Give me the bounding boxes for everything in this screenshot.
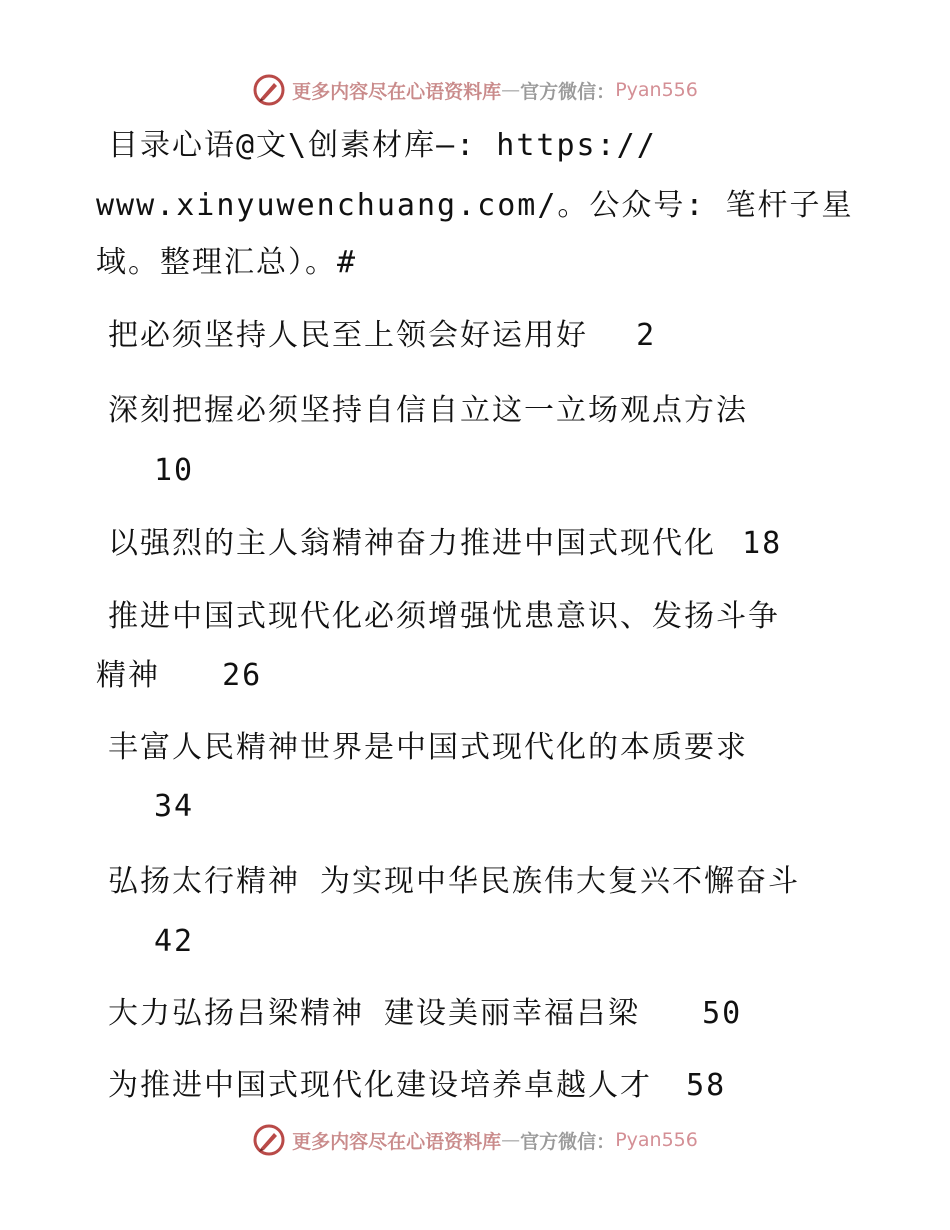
toc-page-number: 58 [686,1068,727,1103]
toc-title: 以强烈的主人翁精神奋力推进中国式现代化 [108,526,716,561]
toc-title: 深刻把握必须坚持自信自立这一立场观点方法 [108,393,748,428]
toc-page-number: 26 [222,658,263,693]
intro-line-2: www.xinyuwenchuang.com/。公众号: 笔杆子星 [96,188,854,223]
toc-entry-3[interactable] [108,524,782,564]
toc-entry-4-continued [96,656,262,696]
toc-title: 把必须坚持人民至上领会好运用好 [108,318,588,353]
toc-entry-6[interactable] [108,862,800,902]
toc-page-number: 50 [702,996,743,1031]
toc-page-number: 18 [742,526,783,561]
toc-title: 丰富人民精神世界是中国式现代化的本质要求 [108,730,748,765]
toc-title-continued: 精神 [96,658,160,693]
intro-line-1: 目录心语@文\创素材库—: https:// [108,128,657,163]
watermark-wechat-id: Pyan556 [615,79,698,101]
watermark-dash: — [501,1129,521,1151]
toc-entry-2[interactable] [108,391,748,431]
intro-line-3: 域。整理汇总）。# [96,245,358,280]
pen-logo-icon [252,1123,286,1157]
watermark-dash: — [501,79,521,101]
toc-entry-7[interactable] [108,994,742,1034]
watermark-wechat-id: Pyan556 [615,1129,698,1151]
toc-title: 为推进中国式现代化建设培养卓越人才 [108,1068,652,1103]
watermark-main-text: 更多内容尽在心语资料库 [292,1130,502,1153]
toc-title: 大力弘扬吕梁精神 建设美丽幸福吕梁 [108,996,641,1031]
watermark-wechat-label: 官方微信： [520,1130,616,1153]
toc-entry-1[interactable] [108,316,656,356]
toc-page-number: 42 [154,924,195,959]
toc-page-number: 10 [154,453,195,488]
toc-page-number: 34 [154,789,195,824]
watermark-wechat-label: 官方微信： [520,80,616,103]
toc-title: 推进中国式现代化必须增强忧患意识、发扬斗争 [108,599,780,634]
watermark-banner-bottom [0,1120,950,1160]
toc-entry-4[interactable] [108,597,780,637]
toc-page-number: 2 [636,318,657,353]
toc-entry-8[interactable] [108,1066,726,1106]
watermark-main-text: 更多内容尽在心语资料库 [292,80,502,103]
toc-title: 弘扬太行精神 为实现中华民族伟大复兴不懈奋斗 [108,864,801,899]
toc-entry-5[interactable] [108,728,748,768]
